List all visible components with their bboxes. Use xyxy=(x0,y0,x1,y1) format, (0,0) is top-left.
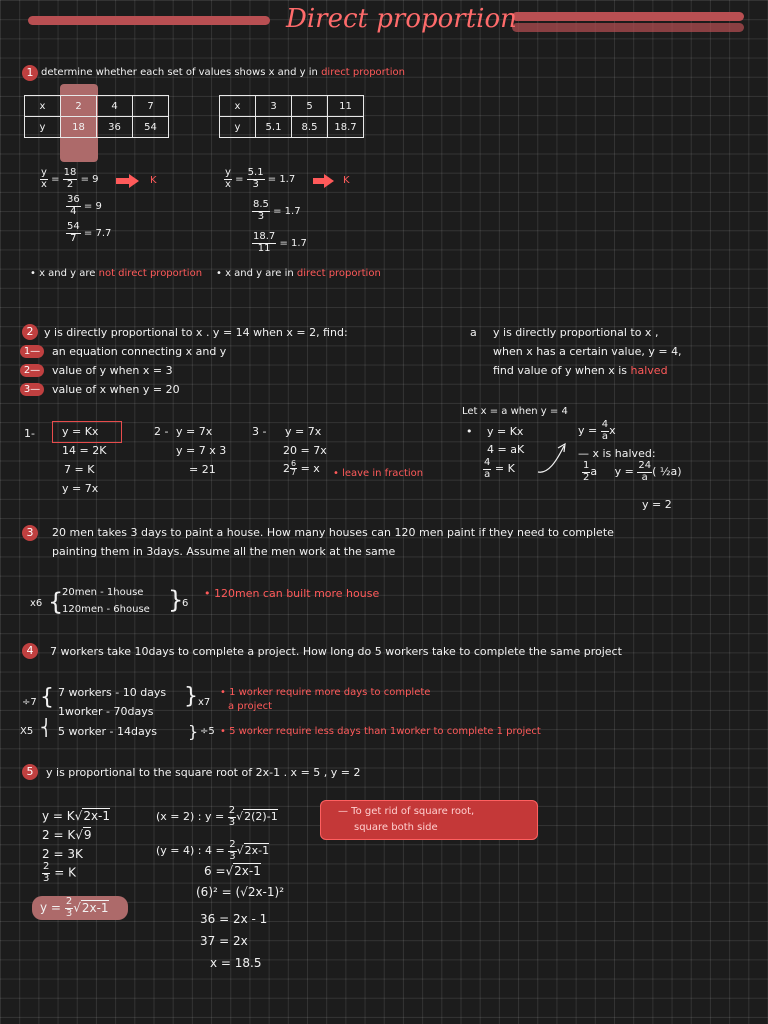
q4-row-1: 7 workers - 10 days xyxy=(58,686,167,699)
page-title: Direct proportion xyxy=(286,4,517,34)
q4-row-2: 1worker - 70days xyxy=(58,705,154,718)
side-let: Let x = a when y = 4 xyxy=(462,406,568,417)
q3-row-1: 20men - 1house xyxy=(62,587,144,598)
arrow-b-head xyxy=(324,174,334,188)
q1-number: 1 xyxy=(22,65,38,81)
q5-note-2: square both side xyxy=(354,822,438,833)
side-l3: find value of y when x is halved xyxy=(493,364,668,377)
work-a-conclusion: • x and y are not direct proportion xyxy=(30,268,203,279)
sol2-l3: = 21 xyxy=(189,463,216,476)
q1-prompt xyxy=(41,67,405,78)
q5-mid-l5: 36 = 2x - 1 xyxy=(200,912,268,926)
q2-item-3-tag: 3— xyxy=(20,383,44,396)
sol1-l2: 14 = 2K xyxy=(62,444,107,457)
q3-mult: x6 xyxy=(30,598,43,609)
q5-left-l2: 2 = K√9 xyxy=(42,828,92,842)
side-r2: — x is halved: xyxy=(578,447,656,460)
sol2-tag: 2 - xyxy=(154,425,169,438)
table-a-y-3: 54 xyxy=(133,117,169,138)
q5-left-l5: y = $\frac{2}{3}$ √2x-1 xyxy=(40,896,109,919)
q4-x5: X5 xyxy=(20,726,34,737)
q4-prompt: 7 workers take 10days to complete a project. How long do 5 workers take to complete the same project xyxy=(50,645,622,658)
side-w2: 4 = aK xyxy=(487,443,525,456)
q2-item-3: value of x when y = 20 xyxy=(52,383,180,396)
side-tag: a xyxy=(470,326,477,339)
q2-item-1-tag: 1— xyxy=(20,345,44,358)
q1-table-b xyxy=(219,95,364,138)
title-banner-right xyxy=(512,12,744,21)
q5-left-l4: $\frac{2}{3}$ = K xyxy=(43,861,76,884)
q4-brace-3: } xyxy=(184,684,198,709)
table-a-y-2: 36 xyxy=(97,117,133,138)
work-b-line-2: $\frac{8.5}{3}$ = 1.7 xyxy=(253,199,301,222)
table-b-y-label: y xyxy=(220,117,256,138)
table-b-y-3: 18.7 xyxy=(328,117,364,138)
q4-row-3: 5 worker - 14days xyxy=(58,725,157,738)
work-b-line-3: $\frac{18.7}{11}$ = 1.7 xyxy=(253,231,307,254)
q5-mid-l3: 6 =√2x-1 xyxy=(204,864,261,878)
q5-prompt: y is proportional to the square root of 2x-1 . x = 5 , y = 2 xyxy=(46,766,361,779)
q5-note-1: — To get rid of square root, xyxy=(338,806,475,817)
q2-item-1: an equation connecting x and y xyxy=(52,345,227,358)
title-banner-left xyxy=(28,16,270,25)
table-a-y-1: 18 xyxy=(61,117,97,138)
table-a-y-label: y xyxy=(25,117,61,138)
q5-left-l3: 2 = 3K xyxy=(42,847,83,861)
q4-note-2: • 5 worker require less days than 1worker to complete 1 project xyxy=(220,726,541,737)
work-a-k: K xyxy=(150,175,157,186)
q1-table-a xyxy=(24,95,169,138)
sol3-tag: 3 - xyxy=(252,425,267,438)
q4-brace-1: { xyxy=(40,685,54,710)
table-a-x-label: x xyxy=(25,96,61,117)
q1-prompt-red: direct proportion xyxy=(321,67,405,78)
q1-prompt-text: determine whether each set of values shows x and y in xyxy=(41,67,318,78)
work-b-conclusion: • x and y are in direct proportion xyxy=(216,268,381,279)
q4-brace-4: } xyxy=(188,722,199,741)
q3-note: • 120men can built more house xyxy=(204,587,380,600)
q4-div: ÷7 xyxy=(22,697,37,708)
sol1-l4: y = 7x xyxy=(62,482,99,495)
q4-div5: ÷5 xyxy=(200,726,215,737)
sol3-l1: y = 7x xyxy=(285,425,322,438)
table-b-x-3: 11 xyxy=(328,96,364,117)
q3-row-2: 120men - 6house xyxy=(62,604,150,615)
sol3-note: • leave in fraction xyxy=(333,468,424,479)
sol1-l3: 7 = K xyxy=(64,463,95,476)
table-a-x-2: 4 xyxy=(97,96,133,117)
q3-number: 3 xyxy=(22,525,38,541)
table-b-y-1: 5.1 xyxy=(256,117,292,138)
sol2-l2: y = 7 x 3 xyxy=(176,444,227,457)
q3-line-1: 20 men takes 3 days to paint a house. How many houses can 120 men paint if they need to complete xyxy=(52,526,614,539)
q2-item-2-tag: 2— xyxy=(20,364,44,377)
side-r4: y = 2 xyxy=(642,498,672,511)
q5-mid-l1: (x = 2) : y = $\frac{2}{3}$ √2(2)-1 xyxy=(156,805,278,828)
sol1-boxed: y = Kx xyxy=(62,425,99,438)
q5-mid-l7: x = 18.5 xyxy=(210,956,262,970)
side-r1: y = $\frac{4}{a}$ x xyxy=(578,419,616,442)
sol3-l2: 20 = 7x xyxy=(283,444,327,457)
q3-six: 6 xyxy=(182,598,189,609)
table-a-x-1: 2 xyxy=(61,96,97,117)
q3-line-2: painting them in 3days. Assume all the men work at the same xyxy=(52,545,396,558)
side-l2: when x has a certain value, y = 4, xyxy=(493,345,682,358)
q4-note-1b: a project xyxy=(228,701,273,712)
arrow-a-head xyxy=(129,174,139,188)
q2-prompt: y is directly proportional to x . y = 14 when x = 2, find: xyxy=(44,326,348,339)
sol2-l1: y = 7x xyxy=(176,425,213,438)
work-a-line-3: $\frac{54}{7}$ = 7.7 xyxy=(67,221,112,244)
side-bullet: • xyxy=(466,425,473,438)
work-b-k: K xyxy=(343,175,350,186)
side-l1: y is directly proportional to x , xyxy=(493,326,659,339)
side-arrow-icon xyxy=(536,440,570,476)
sol3-l3: 2 $\frac{6}{7}$ = x xyxy=(283,459,320,478)
side-w3: $\frac{4}{a}$ = K xyxy=(484,457,515,480)
arrow-a-bar xyxy=(116,178,130,184)
work-b-line-1: $\frac{y}{x}$ = $\frac{5.1}{3}$ = 1.7 xyxy=(225,167,296,190)
q5-mid-l6: 37 = 2x xyxy=(200,934,248,948)
table-b-y-2: 8.5 xyxy=(292,117,328,138)
q4-number: 4 xyxy=(22,643,38,659)
q2-item-2: value of y when x = 3 xyxy=(52,364,173,377)
q5-number: 5 xyxy=(22,764,38,780)
q3-brace-left: { xyxy=(48,588,64,616)
q5-mid-l4: (6)² = (√2x-1)² xyxy=(196,885,285,899)
table-b-x-2: 5 xyxy=(292,96,328,117)
q4-note-1a: • 1 worker require more days to complete xyxy=(220,687,431,698)
q5-mid-l2: (y = 4) : 4 = $\frac{2}{3}$ √2x-1 xyxy=(156,839,270,862)
table-a-x-3: 7 xyxy=(133,96,169,117)
q2-number: 2 xyxy=(22,324,38,340)
side-w1: y = Kx xyxy=(487,425,524,438)
q4-x7: x7 xyxy=(198,697,211,708)
work-a-line-1: $\frac{y}{x}$ = $\frac{18}{2}$ = 9 xyxy=(41,167,99,190)
side-r3: $\frac{1}{2}$ a y = $\frac{24}{a}$ ( ½a) xyxy=(583,460,682,483)
q3-brace-right: } xyxy=(168,586,184,614)
title-banner-right-2 xyxy=(512,23,744,32)
q4-brace-2: ⎨ xyxy=(40,718,52,737)
q5-left-l1: y = K√2x-1 xyxy=(42,809,111,823)
work-a-line-2: $\frac{36}{4}$ = 9 xyxy=(67,194,102,217)
table-b-x-label: x xyxy=(220,96,256,117)
table-b-x-1: 3 xyxy=(256,96,292,117)
sol1-tag: 1- xyxy=(24,427,35,440)
